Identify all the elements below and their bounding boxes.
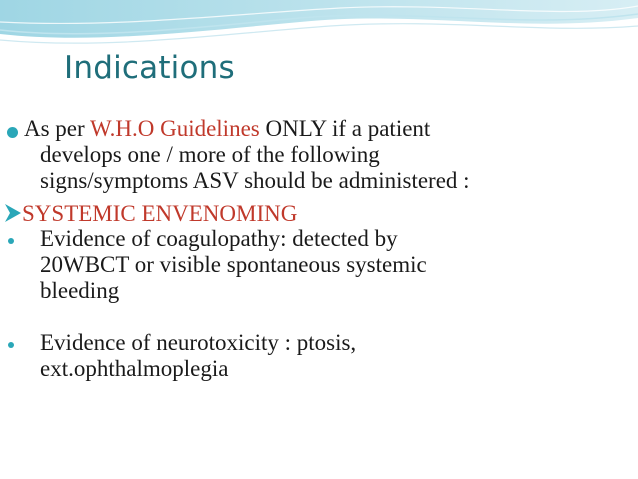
slide-title: Indications bbox=[64, 50, 235, 86]
who-guidelines-highlight: W.H.O Guidelines bbox=[90, 116, 260, 141]
intro-line-3: signs/symptoms ASV should be administered : bbox=[40, 168, 470, 193]
neurotoxicity-line-1: Evidence of neurotoxicity : ptosis, bbox=[40, 330, 357, 355]
neurotoxicity-point bbox=[40, 330, 356, 382]
intro-line-1-end: ONLY if a patient bbox=[259, 116, 431, 141]
small-bullet-icon bbox=[8, 238, 14, 244]
coagulopathy-line-3: bleeding bbox=[40, 278, 120, 303]
arrow-bullet-icon bbox=[4, 203, 22, 223]
round-bullet-icon bbox=[7, 127, 18, 138]
intro-line-1-start: As per bbox=[24, 116, 91, 141]
systemic-envenoming-heading: SYSTEMIC ENVENOMING bbox=[22, 201, 298, 226]
intro-line-2: develops one / more of the following bbox=[40, 142, 380, 167]
intro-paragraph bbox=[24, 116, 470, 194]
intro-line-1 bbox=[24, 116, 470, 142]
small-bullet-icon bbox=[8, 342, 14, 348]
coagulopathy-line-2: 20WBCT or visible spontaneous systemic bbox=[40, 252, 427, 277]
neurotoxicity-line-2: ext.ophthalmoplegia bbox=[40, 356, 229, 381]
coagulopathy-point bbox=[40, 226, 427, 304]
coagulopathy-line-1: Evidence of coagulopathy: detected by bbox=[40, 226, 398, 251]
